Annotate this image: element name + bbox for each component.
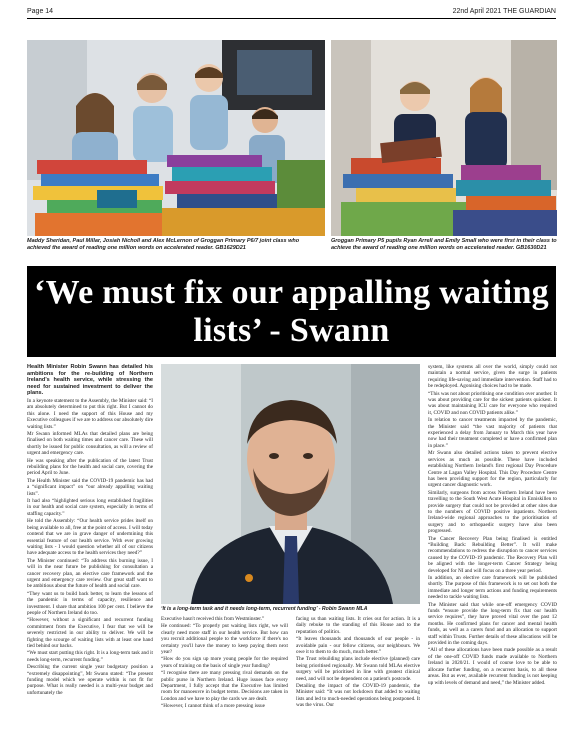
paragraph: He was speaking after the publication of the latest Trust rebuilding plans for the health and social care, covering the period April to June. bbox=[27, 457, 153, 477]
paragraph: “However, without a significant and recurrent funding commitment from the Executive, I fear that we will be severely restricted in our ability to deliver. We will be fighting the scourge of waiting lists with at least one hand tied behind our backs. bbox=[27, 617, 153, 649]
article-lead: Health Minister Robin Swann has detailed his ambitions for the re-building of Northern Ireland's health service, while stressing the need for sustained investment to deliver the plans. bbox=[27, 364, 153, 397]
paragraph: In relation to cancer treatments impacted by the pandemic, the Minister said “the vast majority of patients that experienced a delay from January to March this year have now had their treatment completed or have a confirmed plan in place.” bbox=[428, 417, 557, 449]
page-header bbox=[27, 6, 556, 18]
paragraph: In a keynote statement to the Assembly, the Minister said: “I am absolutely determined to put this right. But I cannot do this alone. I need the support of this House and my Executive colleagues if we are to address our absolutely dire waiting lists.” bbox=[27, 397, 153, 430]
article-column-3 bbox=[296, 616, 420, 734]
date-and-paper: 22nd April 2021 THE GUARDIAN bbox=[452, 8, 556, 15]
paragraph: Executive hasn't received this from Westminster.” bbox=[161, 616, 265, 622]
paragraph: “I recognise there are many pressing rival demands on the public purse in Northern Ireland. Huge issues face every Department, I fully accept that the Executive has limited room for manoeuvre in budget terms. Decisions are taken in London and we have to play the cards we are dealt. bbox=[161, 670, 288, 702]
paragraph: The Minister continued: “To address this burning issue, I will in the near future be publishing for consultation a cancer recovery plan, an elective care framework and the urgent and emergency care review. Our great staff want to be ambitious about the future of health and social care. bbox=[27, 557, 153, 590]
article-column-2 bbox=[161, 616, 288, 734]
paragraph: The Trust rebuilding plans include elective (planned) care being prioritised regionally. Mr Swann told MLAs elective surgery will be prioritised in line with greatest clinical need, and will not be dependent on a patient's postcode. bbox=[296, 656, 420, 682]
paragraph: Describing the current single year budgetary position a “extremely disappointing”, Mr Swann stated: “The present funding model which we operate within is not fit for purpose. What is really needed is a multi-year budget and unfortunately the bbox=[27, 664, 153, 696]
paragraph: It had also “highlighted serious long established fragilities in our health and social care system, especially in terms of staffing capacity.” bbox=[27, 498, 153, 517]
minister-portrait-photo bbox=[161, 364, 420, 604]
portrait-illustration bbox=[161, 364, 420, 604]
portrait-caption: ‘It is a long-term task and it needs long-term, recurrent funding’ - Robin Swann MLA bbox=[161, 606, 368, 612]
article-column-4 bbox=[428, 364, 557, 734]
paragraph: The Cancer Recovery Plan being finalised is entitled “Building Back: Rebuilding Better”. It will make recommendations to redress the disruption to cancer services caused by the COVID-19 pandemic. The Recovery Plan will be aligned with the longer-term Cancer Strategy being developed for NI and will focus on a three year period. bbox=[428, 535, 557, 574]
photo-caption-right: Groggan Primary P5 pupils Ryan Arrell and Emily Small who were first in their class to achieve the award of reading one million words on accelerated reader. GB1630D21 bbox=[331, 238, 557, 251]
paragraph: “All of these allocations have been made possible as a result of the one-off COVID funds made available to Northern Ireland in 2020/21. I would of course love to be able to allocate further funding, on a recurrent basis, to all these areas. But as ever, available recurrent funding is not keeping up with levels of demand and need,” the Minister added. bbox=[428, 647, 557, 686]
headline-banner bbox=[27, 266, 556, 357]
paragraph: system, like systems all over the world, simply could not maintain a normal service, given the surge in patients requiring life-saving and immediate intervention. Staff had to be redeployed. Agonising choices had to be made. bbox=[428, 364, 557, 390]
paragraph: He continued: “To properly put waiting lists right, we will clearly need more staff in our health service. But how can you recruit additional people to the workforce if there's no certainty you'll have the money to keep paying them next year? bbox=[161, 623, 288, 656]
paragraph: “However, I cannot think of a more pressing issue bbox=[161, 703, 265, 710]
paragraph: “They want us to build back better, to learn the lessons of the pandemic in terms of capacity, resilience and investment. I share that ambition 100 per cent. I believe the people of Northern Ireland do too. bbox=[27, 590, 153, 616]
paragraph: “It leaves thousands and thousands of our people - in avoidable pain - our fellow citizens, our neighbours. We owe it to them to do much, much better.” bbox=[296, 636, 420, 656]
photo-caption-left: Maddy Sheridan, Paul Millar, Josiah Nicholl and Alex McLernon of Groggan Primary P6/7 joint class who achieved the award of reading one million words on accelerated reader. GB1629D21 bbox=[27, 238, 300, 251]
header-rule bbox=[27, 18, 556, 19]
paragraph: The Minister said that while one-off emergency COVID funds “ensure provide the long-term fix that our health service requires”, they have proved vital over the past 12 months. He confirmed plans for cancer and mental health funds, as well as a carers fund and an allocation to support staff within Trusts. Further details of these allocations will be provided in the coming days. bbox=[428, 601, 557, 647]
photo-pupils-with-books-left bbox=[27, 40, 325, 236]
article-column-1 bbox=[27, 364, 153, 734]
page-number: Page 14 bbox=[27, 8, 54, 15]
paragraph: The Health Minister said the COVID-19 pandemic has had a “significant impact” on “our already appalling waiting lists”. bbox=[27, 477, 153, 497]
paragraph: Mr Swann informed MLAs that detailed plans are being finalised on both waiting times and cancer care. These will shortly be issued for public consultation, as will a review of urgent and emergency care. bbox=[27, 431, 153, 457]
photo-illustration-left bbox=[27, 40, 325, 236]
paragraph: Similarly, surgeons from across Northern Ireland have been travelling to the South West Acute Hospital in Enniskillen to provide surgery that could not be provided at other sites due to the numbers of COVID positive inpatients. Northern Ireland-wide regional approaches to the prioritisation of surgery and to orthopaedic surgery have also been progressed. bbox=[428, 489, 557, 535]
paragraph: facing us than waiting lists. It cries out for action. It is a daily rebuke to the standing of this House and to the reputation of politics. bbox=[296, 616, 420, 635]
paragraph: Mr Swann also detailed actions taken to prevent elective services as much as possible. These have included establishing Northern Ireland's first regional Day Procedure Centre at Lagan Valley Hospital. This Day Procedure Centre has been providing support for the region, particularly for urgent cancer diagnostic work. bbox=[428, 450, 557, 489]
headline: ‘We must fix our appalling waiting lists’ - Swann bbox=[34, 274, 549, 349]
paragraph: “This was not about prioritising one condition over another. It was about providing care for the sickest patients quickest. It was about maintaining ICU care for everyone who required it, COVID and non COVID patients alike.” bbox=[428, 390, 557, 416]
paragraph: “We must start putting this right. It is a long-term task and it needs long-term, recurrent funding.” bbox=[27, 650, 153, 663]
paragraph: In addition, an elective care framework will be published shortly. The purpose of this framework is to set out both the immediate and longer term actions and funding requirements needed to tackle waiting lists. bbox=[428, 575, 557, 601]
paragraph: Detailing the impact of the COVID-19 pandemic, the Minister said: “It was not lockdown that added to waiting lists and led to much-needed operations being postponed. It was the virus. Our bbox=[296, 683, 420, 709]
photo-pupils-with-books-right bbox=[331, 40, 557, 236]
paragraph: He told the Assembly: “Our health service prides itself on being available to all, free at the point of access. I will today contend that we are in grave danger of undermining this essential feature of our health service. With ever growing waiting lists - I would question whether all of our citizens have adequate access to the health services they need?” bbox=[27, 518, 153, 557]
paragraph: “How do you sign up more young people for the required years of training on the basis of single year funding? bbox=[161, 656, 288, 669]
photo-illustration-right bbox=[331, 40, 557, 236]
